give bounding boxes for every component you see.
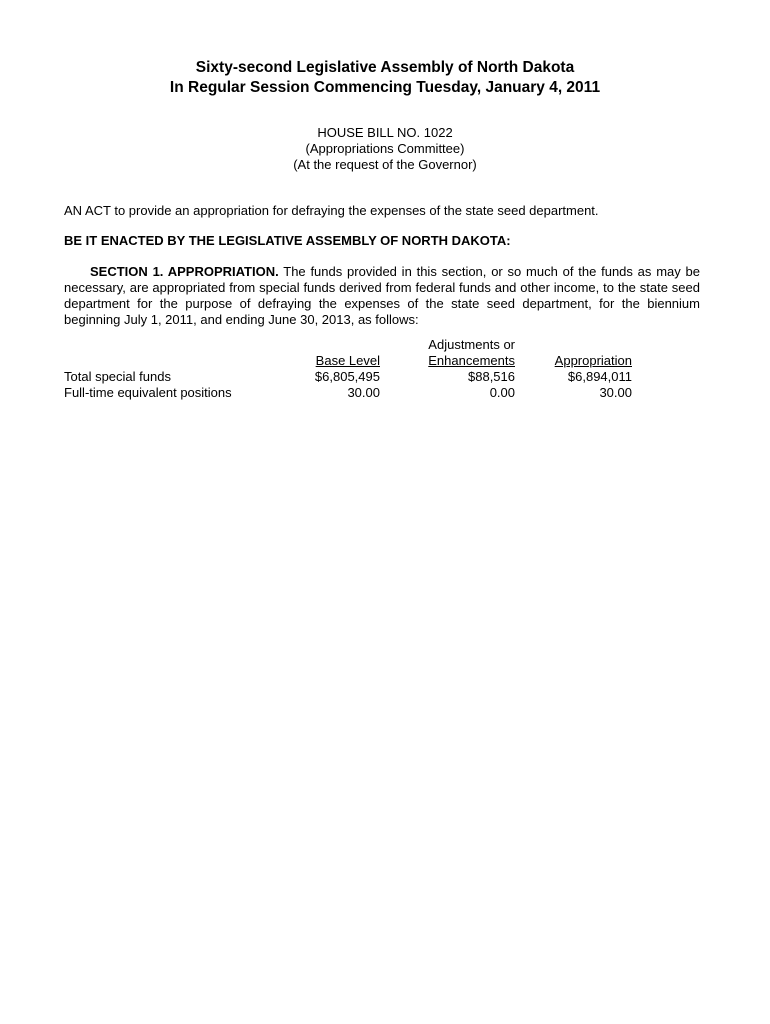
header-base-level: Base Level bbox=[315, 353, 380, 368]
row-base-level: 30.00 bbox=[347, 385, 380, 400]
header-adjustments-line2: Enhancements bbox=[428, 353, 515, 368]
bill-number: HOUSE BILL NO. 1022 bbox=[317, 125, 453, 140]
enacting-clause: BE IT ENACTED BY THE LEGISLATIVE ASSEMBLY OF NORTH DAKOTA: bbox=[64, 233, 511, 248]
section-1-heading: SECTION 1. APPROPRIATION. bbox=[90, 264, 279, 279]
assembly-title: Sixty-second Legislative Assembly of North Dakota bbox=[195, 59, 575, 76]
act-text: AN ACT to provide an appropriation for defraying the expenses of the state seed department. bbox=[64, 203, 599, 218]
section-1-text: The funds provided in this section, or so much of the funds as may be necessary, are appropriated from special funds derived from federal funds and other income, to the state seed department for the purpose of defraying the expenses of the state seed department, for the biennium beginning July 1, 2011, and ending June 30, 2013, as follows: bbox=[64, 264, 700, 327]
row-adjustments: $88,516 bbox=[468, 369, 515, 384]
row-adjustments: 0.00 bbox=[489, 385, 515, 400]
bill-request: (At the request of the Governor) bbox=[293, 157, 477, 172]
row-appropriation: $6,894,011 bbox=[567, 369, 632, 384]
row-label: Full-time equivalent positions bbox=[64, 385, 232, 400]
section-1-paragraph bbox=[64, 264, 700, 328]
row-appropriation: 30.00 bbox=[599, 385, 632, 400]
row-base-level: $6,805,495 bbox=[314, 369, 380, 384]
session-title: In Regular Session Commencing Tuesday, January 4, 2011 bbox=[169, 79, 601, 96]
header-adjustments-line1: Adjustments or bbox=[428, 337, 515, 352]
header-appropriation: Appropriation bbox=[554, 353, 632, 368]
bill-committee: (Appropriations Committee) bbox=[305, 141, 465, 156]
row-label: Total special funds bbox=[64, 369, 171, 384]
